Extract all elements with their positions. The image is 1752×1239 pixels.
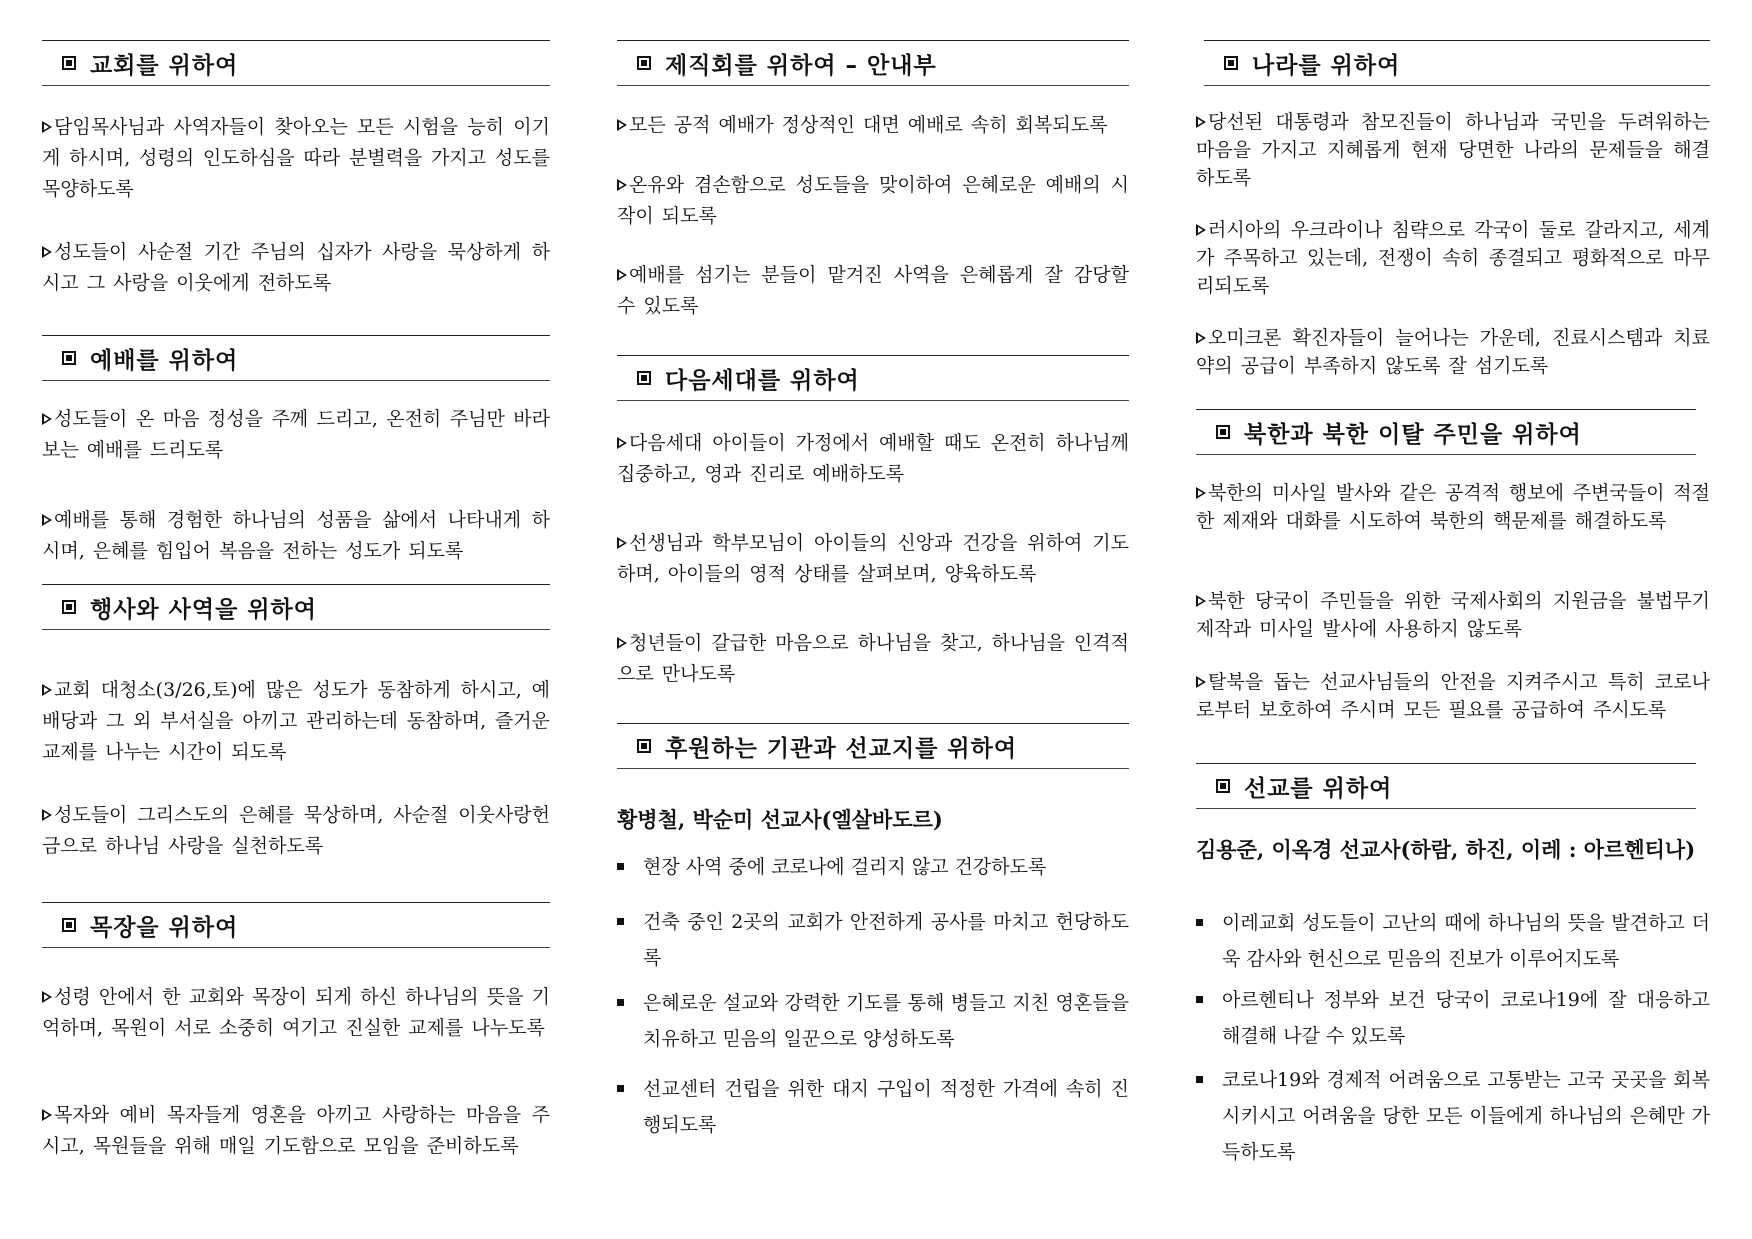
prayer-item: 다음세대 아이들이 가정에서 예배할 때도 온전히 하나님께 집중하고, 영과 진리로 예배하도록 <box>617 432 1129 485</box>
square-bullet-icon <box>617 1085 624 1092</box>
prayer-bullet: 건축 중인 2곳의 교회가 안전하게 공사를 마치고 헌당하도록 <box>617 904 1129 976</box>
section-missions <box>1196 763 1696 809</box>
square-bullet-icon <box>1196 996 1203 1003</box>
square-bullet-icon <box>637 371 651 385</box>
section-title: 선교를 위하여 <box>1244 775 1393 802</box>
prayer-item: 성도들이 그리스도의 은혜를 묵상하며, 사순절 이웃사랑헌금으로 하나님 사랑을 실천하도록 <box>42 804 550 857</box>
section-title: 제직회를 위하여 – 안내부 <box>665 52 937 79</box>
section-title: 예배를 위하여 <box>90 347 239 374</box>
section-events <box>42 584 550 630</box>
triangle-bullet-icon <box>42 991 52 1003</box>
square-bullet-icon <box>1216 425 1230 439</box>
square-bullet-icon <box>617 918 624 925</box>
prayer-item: 북한의 미사일 발사와 같은 공격적 행보에 주변국들이 적절한 제재와 대화를 시도하여 북한의 핵문제를 해결하도록 <box>1196 482 1710 532</box>
section-title: 나라를 위하여 <box>1252 52 1401 79</box>
prayer-item: 청년들이 갈급한 마음으로 하나님을 찾고, 하나님을 인격적으로 만나도록 <box>617 632 1129 685</box>
prayer-item: 성도들이 온 마음 정성을 주께 드리고, 온전히 주님만 바라보는 예배를 드리도록 <box>42 408 550 461</box>
prayer-item: 담임목사님과 사역자들이 찾아오는 모든 시험을 능히 이기게 하시며, 성령의 인도하심을 따라 분별력을 가지고 성도를 목양하도록 <box>42 116 550 200</box>
prayer-item: 모든 공적 예배가 정상적인 대면 예배로 속히 회복되도록 <box>617 110 1129 141</box>
section-church <box>42 40 550 86</box>
square-bullet-icon <box>617 863 624 870</box>
section-title: 행사와 사역을 위하여 <box>90 596 317 623</box>
triangle-bullet-icon <box>1196 116 1206 128</box>
section-header <box>617 355 1129 401</box>
section-header <box>42 335 550 381</box>
section-worship <box>42 335 550 381</box>
prayer-item: 당선된 대통령과 참모진들이 하나님과 국민을 두려워하는 마음을 가지고 지혜롭게 현재 당면한 나라의 문제들을 해결하도록 <box>1196 111 1710 189</box>
prayer-item: 러시아의 우크라이나 침략으로 각국이 둘로 갈라지고, 세계가 주목하고 있는데, 전쟁이 속히 종결되고 평화적으로 마무리되도록 <box>1196 219 1710 297</box>
section-header <box>1196 409 1696 455</box>
square-bullet-icon <box>617 999 624 1006</box>
triangle-bullet-icon <box>1196 595 1206 607</box>
square-bullet-icon <box>1196 1076 1203 1083</box>
triangle-bullet-icon <box>1196 676 1206 688</box>
triangle-bullet-icon <box>617 537 627 549</box>
triangle-bullet-icon <box>42 809 52 821</box>
section-header <box>617 723 1129 769</box>
triangle-bullet-icon <box>617 637 627 649</box>
prayer-bullet: 코로나19와 경제적 어려움으로 고통받는 고국 곳곳을 회복시키시고 어려움을 당한 모든 이들에게 하나님의 은혜만 가득하도록 <box>1196 1062 1710 1170</box>
section-title: 북한과 북한 이탈 주민을 위하여 <box>1244 421 1582 448</box>
section-north-korea <box>1196 409 1696 455</box>
section-nation <box>1204 40 1710 86</box>
section-title: 교회를 위하여 <box>90 52 239 79</box>
prayer-item: 선생님과 학부모님이 아이들의 신앙과 건강을 위하여 기도하며, 아이들의 영적 상태를 살펴보며, 양육하도록 <box>617 532 1129 585</box>
section-deacons <box>617 40 1129 86</box>
square-bullet-icon <box>637 739 651 753</box>
triangle-bullet-icon <box>1196 224 1206 236</box>
section-cell-group <box>42 902 550 948</box>
square-bullet-icon <box>1216 779 1230 793</box>
triangle-bullet-icon <box>42 246 52 258</box>
square-bullet-icon <box>62 56 76 70</box>
section-next-generation <box>617 355 1129 401</box>
prayer-bullet: 선교센터 건립을 위한 대지 구입이 적정한 가격에 속히 진행되도록 <box>617 1071 1129 1143</box>
prayer-item: 예배를 통해 경험한 하나님의 성품을 삶에서 나타내게 하시며, 은혜를 힘입어 복음을 전하는 성도가 되도록 <box>42 509 550 562</box>
prayer-item: 성령 안에서 한 교회와 목장이 되게 하신 하나님의 뜻을 기억하며, 목원이 서로 소중히 여기고 진실한 교제를 나누도록 <box>42 986 550 1039</box>
missionary-name: 황병철, 박순미 선교사(엘살바도르) <box>617 807 943 832</box>
section-header <box>42 902 550 948</box>
prayer-item: 성도들이 사순절 기간 주님의 십자가 사랑을 묵상하게 하시고 그 사랑을 이웃에게 전하도록 <box>42 241 550 294</box>
prayer-item: 오미크론 확진자들이 늘어나는 가운데, 진료시스템과 치료약의 공급이 부족하지 않도록 잘 섬기도록 <box>1196 327 1710 377</box>
section-header <box>42 584 550 630</box>
triangle-bullet-icon <box>1196 332 1206 344</box>
section-title: 후원하는 기관과 선교지를 위하여 <box>665 735 1018 762</box>
prayer-item: 온유와 겸손함으로 성도들을 맞이하여 은혜로운 예배의 시작이 되도록 <box>617 174 1129 227</box>
prayer-bullet: 은혜로운 설교와 강력한 기도를 통해 병들고 지친 영혼들을 치유하고 믿음의 일꾼으로 양성하도록 <box>617 985 1129 1057</box>
triangle-bullet-icon <box>42 121 52 133</box>
triangle-bullet-icon <box>1196 487 1206 499</box>
triangle-bullet-icon <box>617 179 627 191</box>
square-bullet-icon <box>62 600 76 614</box>
section-header <box>42 40 550 86</box>
prayer-item: 교회 대청소(3/26,토)에 많은 성도가 동참하게 하시고, 예배당과 그 외 부서실을 아끼고 관리하는데 동참하며, 즐거운 교제를 나누는 시간이 되도록 <box>42 679 550 763</box>
section-title: 목장을 위하여 <box>90 914 239 941</box>
square-bullet-icon <box>1196 919 1203 926</box>
prayer-item: 탈북을 돕는 선교사님들의 안전을 지켜주시고 특히 코로나로부터 보호하여 주시며 모든 필요를 공급하여 주시도록 <box>1196 671 1710 721</box>
section-missions-supported <box>617 723 1129 769</box>
square-bullet-icon <box>62 351 76 365</box>
prayer-item: 목자와 예비 목자들게 영혼을 아끼고 사랑하는 마음을 주시고, 목원들을 위해 매일 기도함으로 모임을 준비하도록 <box>42 1104 550 1157</box>
section-title: 다음세대를 위하여 <box>665 367 860 394</box>
section-header <box>1196 763 1696 809</box>
section-header <box>617 40 1129 86</box>
triangle-bullet-icon <box>617 119 627 131</box>
prayer-item: 예배를 섬기는 분들이 맡겨진 사역을 은혜롭게 잘 감당할 수 있도록 <box>617 264 1129 317</box>
triangle-bullet-icon <box>617 437 627 449</box>
triangle-bullet-icon <box>42 684 52 696</box>
triangle-bullet-icon <box>42 413 52 425</box>
square-bullet-icon <box>1224 56 1238 70</box>
prayer-item: 북한 당국이 주민들을 위한 국제사회의 지원금을 불법무기 제작과 미사일 발사에 사용하지 않도록 <box>1196 590 1710 640</box>
square-bullet-icon <box>62 918 76 932</box>
triangle-bullet-icon <box>42 1109 52 1121</box>
triangle-bullet-icon <box>617 269 627 281</box>
triangle-bullet-icon <box>42 514 52 526</box>
square-bullet-icon <box>637 56 651 70</box>
missionary-name: 김용준, 이옥경 선교사(하람, 하진, 이레 : 아르헨티나) <box>1196 837 1696 862</box>
prayer-bullet: 아르헨티나 정부와 보건 당국이 코로나19에 잘 대응하고 해결해 나갈 수 있도록 <box>1196 982 1710 1054</box>
prayer-bullet: 현장 사역 중에 코로나에 걸리지 않고 건강하도록 <box>617 849 1129 885</box>
prayer-bullet: 이레교회 성도들이 고난의 때에 하나님의 뜻을 발견하고 더욱 감사와 헌신으로 믿음의 진보가 이루어지도록 <box>1196 905 1710 977</box>
section-header <box>1204 40 1710 86</box>
